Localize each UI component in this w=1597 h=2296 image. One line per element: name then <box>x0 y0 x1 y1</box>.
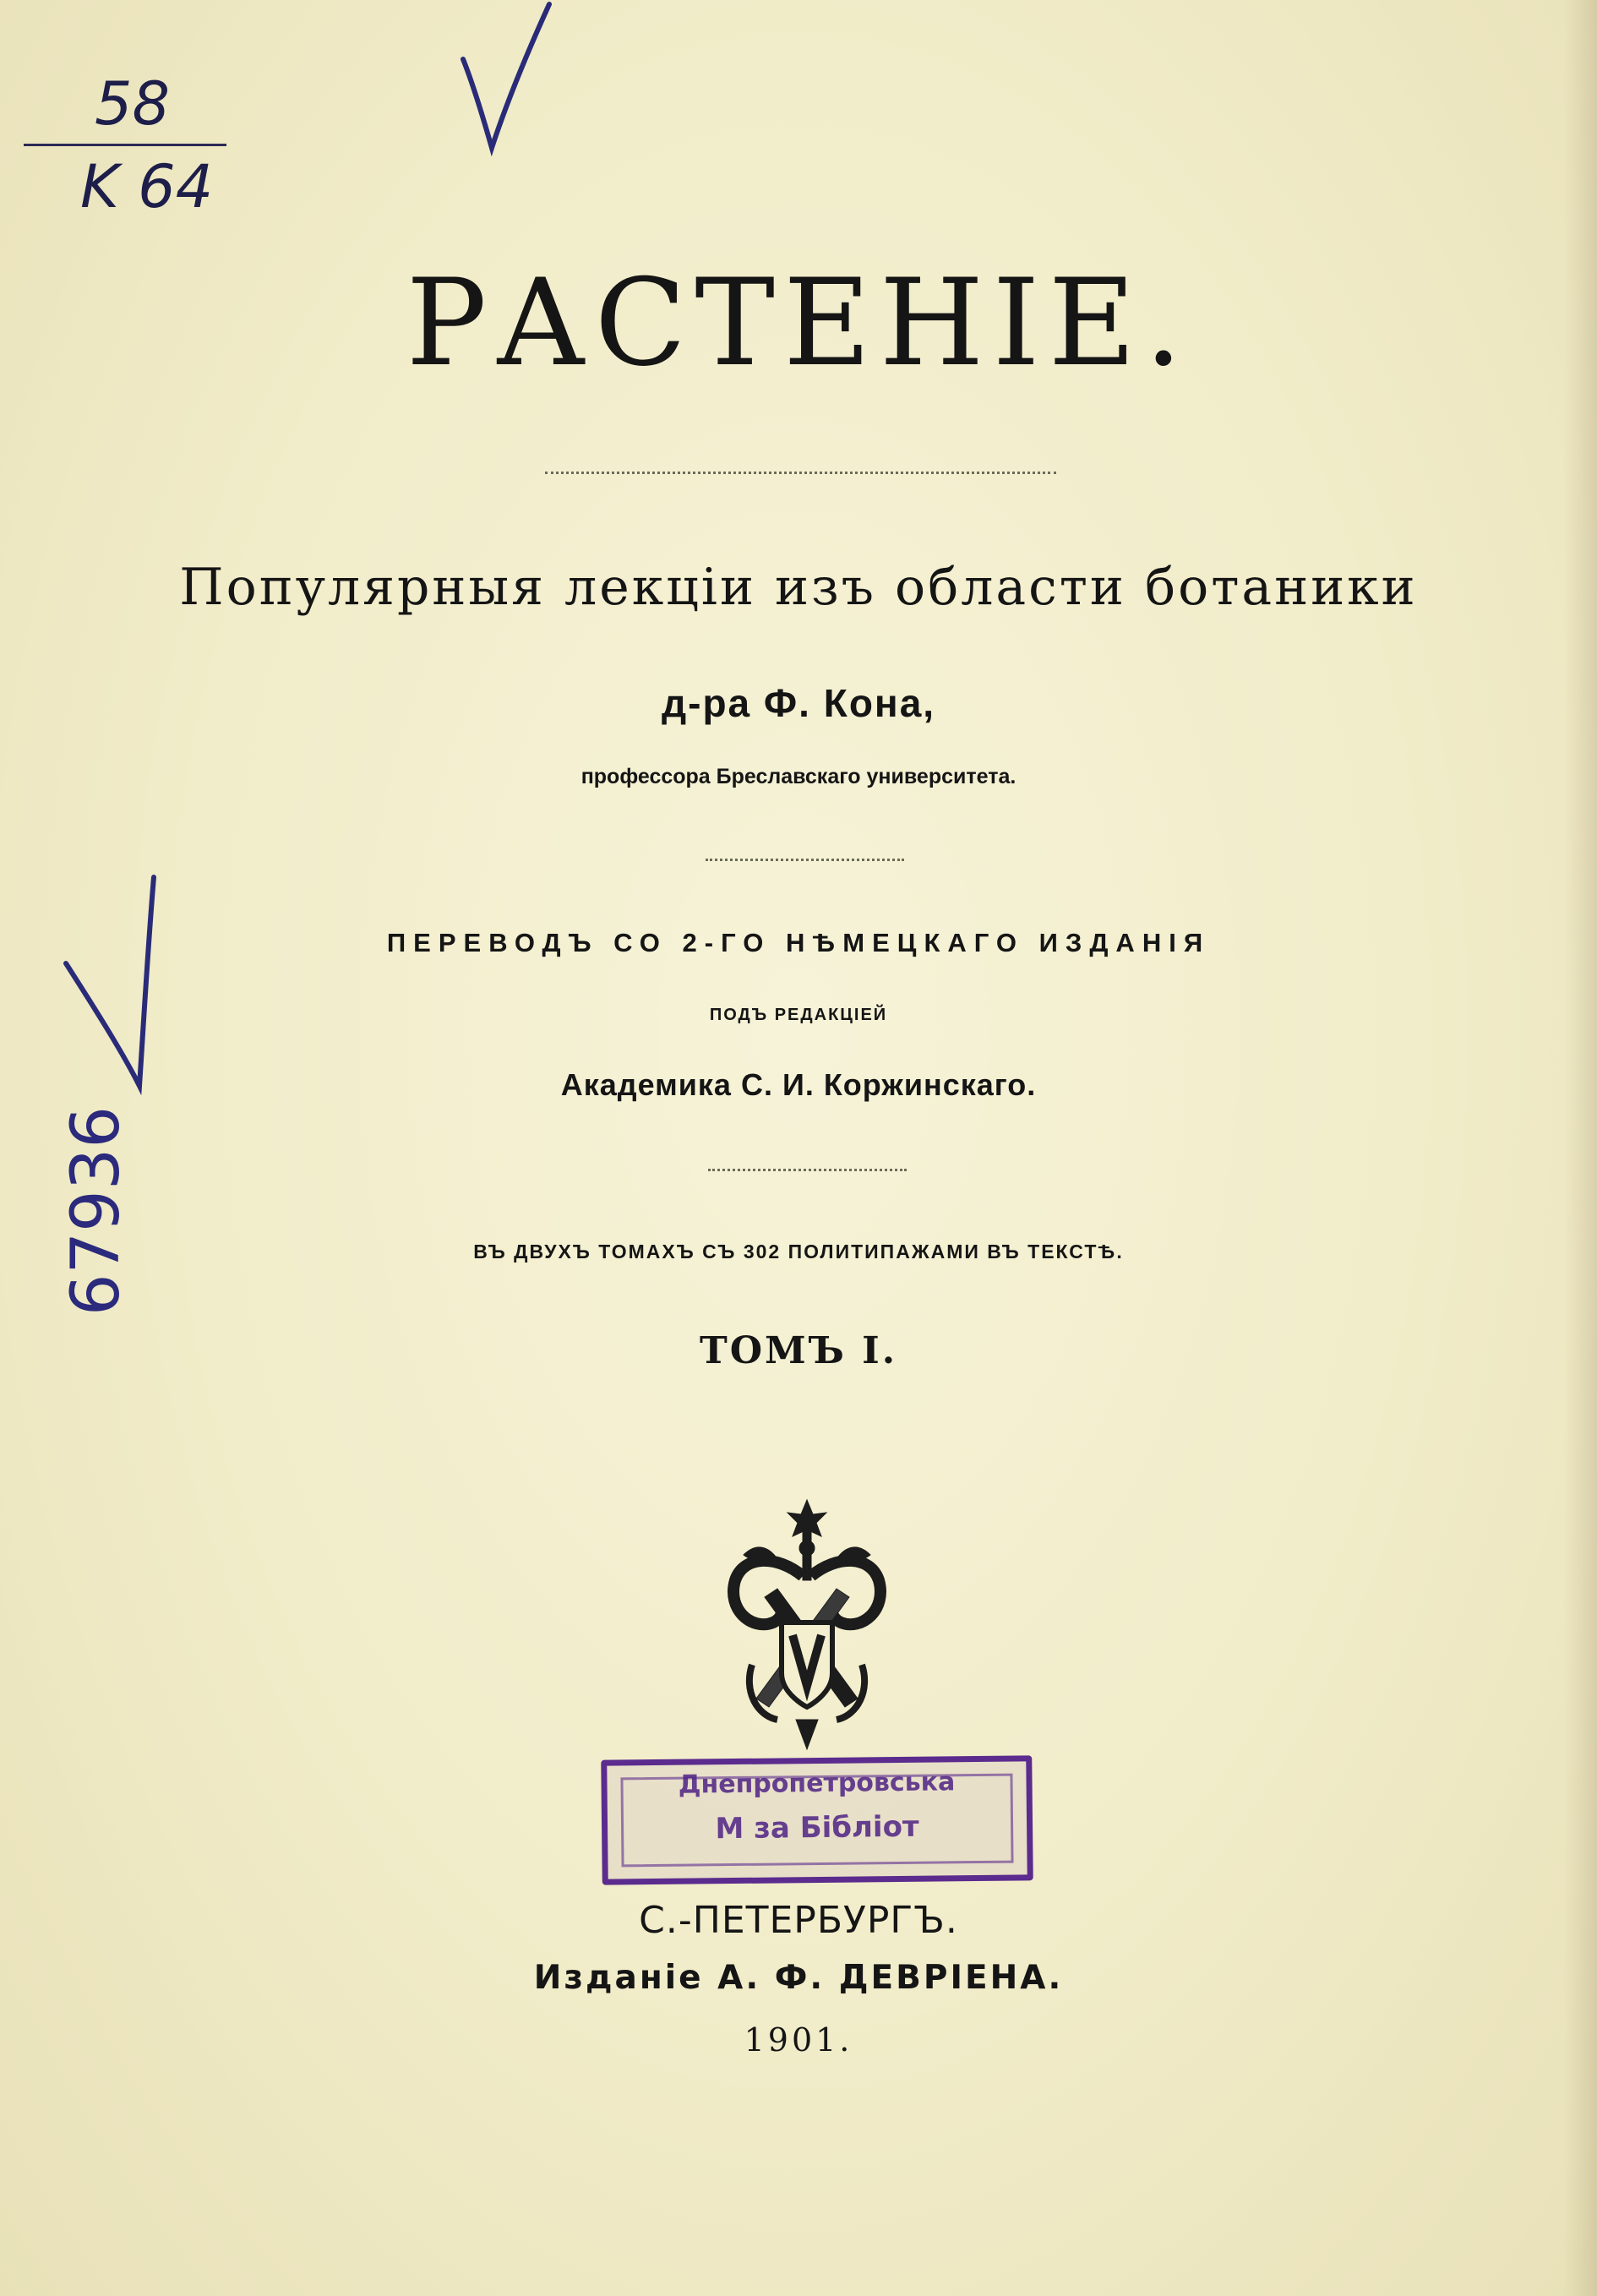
book-subtitle: Популярныя лекціи изъ области ботаники <box>179 558 1418 617</box>
publisher-emblem-icon <box>718 1496 896 1758</box>
stamp-line: Днепропетровська <box>678 1767 956 1800</box>
author-affiliation: профессора Бреславскаго университета. <box>580 765 1017 788</box>
editor-prefix: ПОДЪ РЕДАКЦІЕЙ <box>709 1006 888 1024</box>
divider-rule <box>545 472 1056 474</box>
checkmark-icon <box>59 870 177 1099</box>
page-edge-shadow <box>1563 0 1597 2296</box>
imprint-city: С.-ПЕТЕРБУРГЪ. <box>639 1899 958 1942</box>
shelf-mark-divider <box>24 144 226 146</box>
shelf-mark-bottom: K 64 <box>80 152 214 221</box>
stamp-line: М за Бібліот <box>715 1809 919 1846</box>
editor-name: Академика С. И. Коржинскаго. <box>560 1067 1037 1102</box>
volume-number: ТОМЪ I. <box>699 1329 898 1372</box>
divider-rule <box>706 859 904 861</box>
checkmark-icon <box>448 0 566 161</box>
volumes-note: ВЪ ДВУХЪ ТОМАХЪ СЪ 302 ПОЛИТИПАЖАМИ ВЪ ТЕКСТѢ. <box>473 1241 1124 1263</box>
imprint-publisher: Изданіе А. Ф. ДЕВРІЕНА. <box>533 1959 1064 1997</box>
divider-rule <box>708 1169 907 1171</box>
inventory-number: 67936 <box>58 1105 135 1317</box>
book-title: РАСТЕНІЕ. <box>406 254 1191 393</box>
author-name: д-ра Ф. Кона, <box>661 681 936 725</box>
library-stamp <box>601 1755 1033 1884</box>
translation-note: ПЕРЕВОДЪ СО 2-ГО НѢМЕЦКАГО ИЗДАНІЯ <box>386 928 1211 957</box>
shelf-mark-top: 58 <box>95 69 171 139</box>
imprint-year: 1901. <box>744 2021 853 2059</box>
